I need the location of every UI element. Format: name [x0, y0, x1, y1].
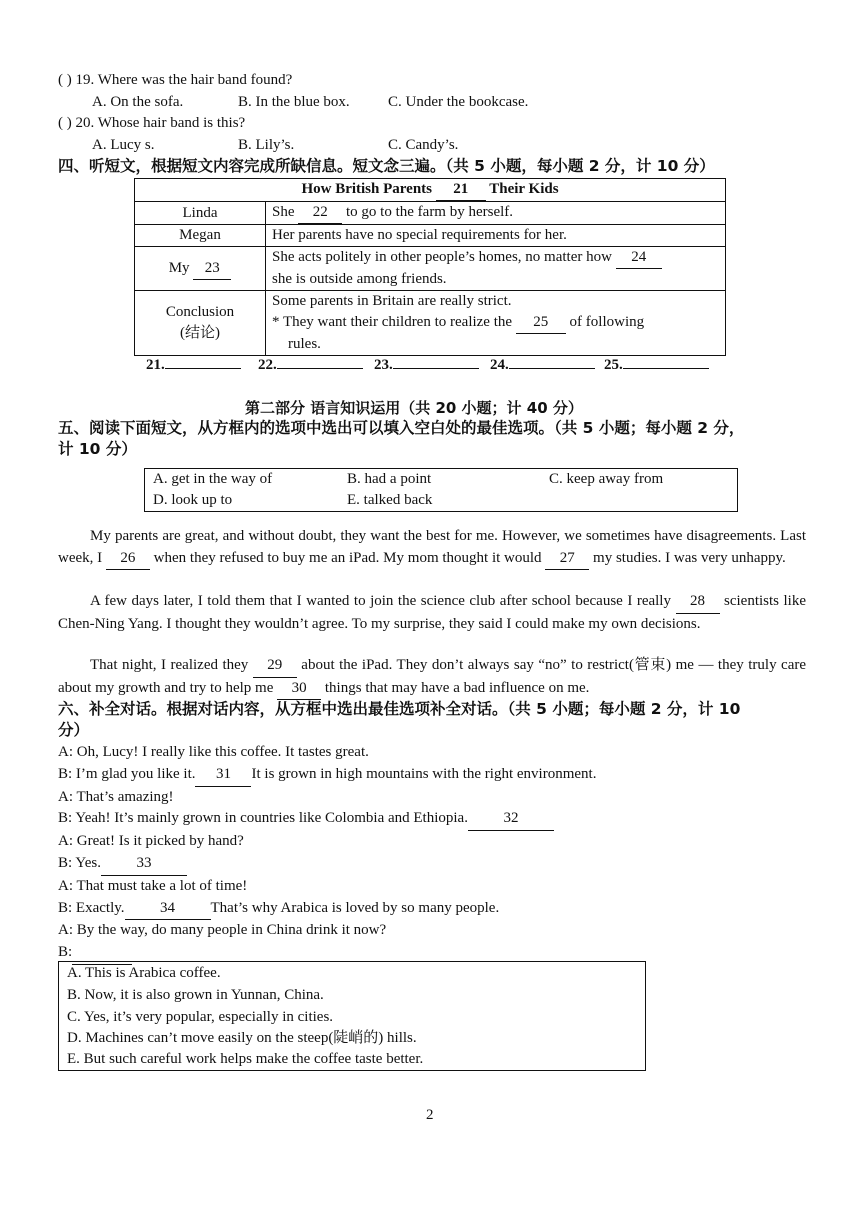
answer-25[interactable]: 25. — [604, 355, 709, 375]
option-6-a: A. This is Arabica coffee. — [67, 965, 221, 981]
listening-table — [134, 178, 726, 356]
q20-option-b: B. Lily’s. — [238, 137, 295, 153]
option-5-c: C. keep away from — [549, 471, 664, 487]
blank-24[interactable]: 24 — [616, 247, 662, 269]
row-megan-text: Her parents have no special requirements for her. — [266, 225, 726, 247]
blank-28[interactable]: 28 — [676, 591, 720, 614]
question-20: ( ) 20. Whose hair band is this? — [58, 115, 246, 131]
dialogue-line: B: I’m glad you like it. 31 It is grown in high mountains with the right environment. — [58, 764, 596, 787]
dialogue-line: A: Great! Is it picked by hand? — [58, 833, 244, 850]
section-6-heading: 六、补全对话。根据对话内容，从方框中选出最佳选项补全对话。（共 5 小题；每小题 2 分，计 10 分） — [58, 700, 741, 739]
row-label-linda: Linda — [135, 202, 266, 225]
row-label-my: My 23 — [135, 247, 266, 291]
answer-21[interactable]: 21. — [146, 355, 241, 375]
option-6-e: E. But such careful work helps make the coffee taste better. — [67, 1051, 424, 1067]
blank-34[interactable]: 34 — [125, 898, 211, 921]
blank-21[interactable]: 21 — [436, 179, 486, 201]
dialogue-line: A: That must take a lot of time! — [58, 877, 248, 894]
option-6-c: C. Yes, it’s very popular, especially in cities. — [67, 1009, 334, 1025]
q20-option-a: A. Lucy s. — [92, 137, 155, 153]
row-linda-text: She 22 to go to the farm by herself. — [266, 202, 726, 225]
passage-paragraph-1: My parents are great, and without doubt, they want the best for me. However, we sometimes have disagreements. Last week, I 26 when they refused to buy me an iPad. My mom thought it would 27 my studies. I was very unhappy. — [58, 526, 806, 570]
blank-29[interactable]: 29 — [253, 655, 297, 678]
table-title: How British Parents 21 Their Kids — [135, 179, 726, 202]
section-5-option-box — [144, 468, 738, 512]
dialogue-line: B: — [58, 942, 596, 965]
option-5-e: E. talked back — [347, 492, 433, 508]
blank-25[interactable]: 25 — [516, 312, 566, 334]
blank-31[interactable]: 31 — [195, 764, 251, 787]
blank-27[interactable]: 27 — [545, 548, 589, 571]
row-my-text: She acts politely in other people’s homes, no matter how 24 she is outside among friends. — [266, 247, 726, 291]
blank-30[interactable]: 30 — [277, 678, 321, 701]
q19-option-a: A. On the sofa. — [92, 94, 184, 110]
answer-22[interactable]: 22. — [258, 355, 363, 375]
section-4-heading: 四、听短文，根据短文内容完成所缺信息。短文念三遍。（共 5 小题，每小题 2 分，计 10 分） — [58, 157, 715, 175]
dialogue — [58, 742, 596, 965]
row-label-megan: Megan — [135, 225, 266, 247]
dialogue-line: A: That’s amazing! — [58, 788, 174, 805]
section-5-heading: 五、阅读下面短文，从方框内的选项中选出可以填入空白处的最佳选项。（共 5 小题；每小题 2 分， 计 10 分） — [58, 419, 745, 458]
dialogue-line: B: Exactly. 34 That’s why Arabica is loved by so many people. — [58, 898, 596, 921]
option-5-d: D. look up to — [153, 492, 233, 508]
q19-option-b: B. In the blue box. — [238, 94, 350, 110]
part-2-heading: 第二部分 语言知识运用（共 20 小题；计 40 分） — [245, 399, 583, 417]
option-5-b: B. had a point — [347, 471, 432, 487]
dialogue-line: B: Yes. 33 — [58, 853, 596, 876]
blank-33[interactable]: 33 — [101, 853, 187, 876]
q20-option-c: C. Candy’s. — [388, 137, 459, 153]
answer-23[interactable]: 23. — [374, 355, 479, 375]
blank-23[interactable]: 23 — [193, 258, 231, 280]
blank-32[interactable]: 32 — [468, 808, 554, 831]
dialogue-line: B: Yeah! It’s mainly grown in countries like Colombia and Ethiopia. 32 — [58, 808, 596, 831]
blank-22[interactable]: 22 — [298, 202, 342, 224]
blank-26[interactable]: 26 — [106, 548, 150, 571]
page-number: 2 — [426, 1107, 434, 1123]
dialogue-line: A: Oh, Lucy! I really like this coffee. It tastes great. — [58, 744, 369, 760]
option-6-b: B. Now, it is also grown in Yunnan, China. — [67, 987, 324, 1003]
dialogue-line: A: By the way, do many people in China drink it now? — [58, 922, 387, 939]
question-19: ( ) 19. Where was the hair band found? — [58, 72, 293, 88]
option-6-d: D. Machines can’t move easily on the steep(陡峭的) hills. — [67, 1030, 417, 1046]
section-6-option-box — [58, 961, 646, 1071]
passage-paragraph-3: That night, I realized they 29 about the iPad. They don’t always say “no” to restrict(管束) me — they truly care about my growth and try to help me 30 things that may have a bad influence on me. — [58, 655, 806, 700]
q19-option-c: C. Under the bookcase. — [388, 94, 529, 110]
answer-24[interactable]: 24. — [490, 355, 595, 375]
passage-paragraph-2: A few days later, I told them that I wanted to join the science club after school because I really 28 scientists like Chen-Ning Yang. I thought they wouldn’t agree. To my surprise, they said I could make my own decisions. — [58, 593, 807, 632]
row-conclusion-text: Some parents in Britain are really strict. * They want their children to realize the 25 of following rules. — [266, 291, 726, 356]
option-5-a: A. get in the way of — [153, 471, 273, 487]
row-label-conclusion: Conclusion (结论) — [135, 291, 266, 356]
